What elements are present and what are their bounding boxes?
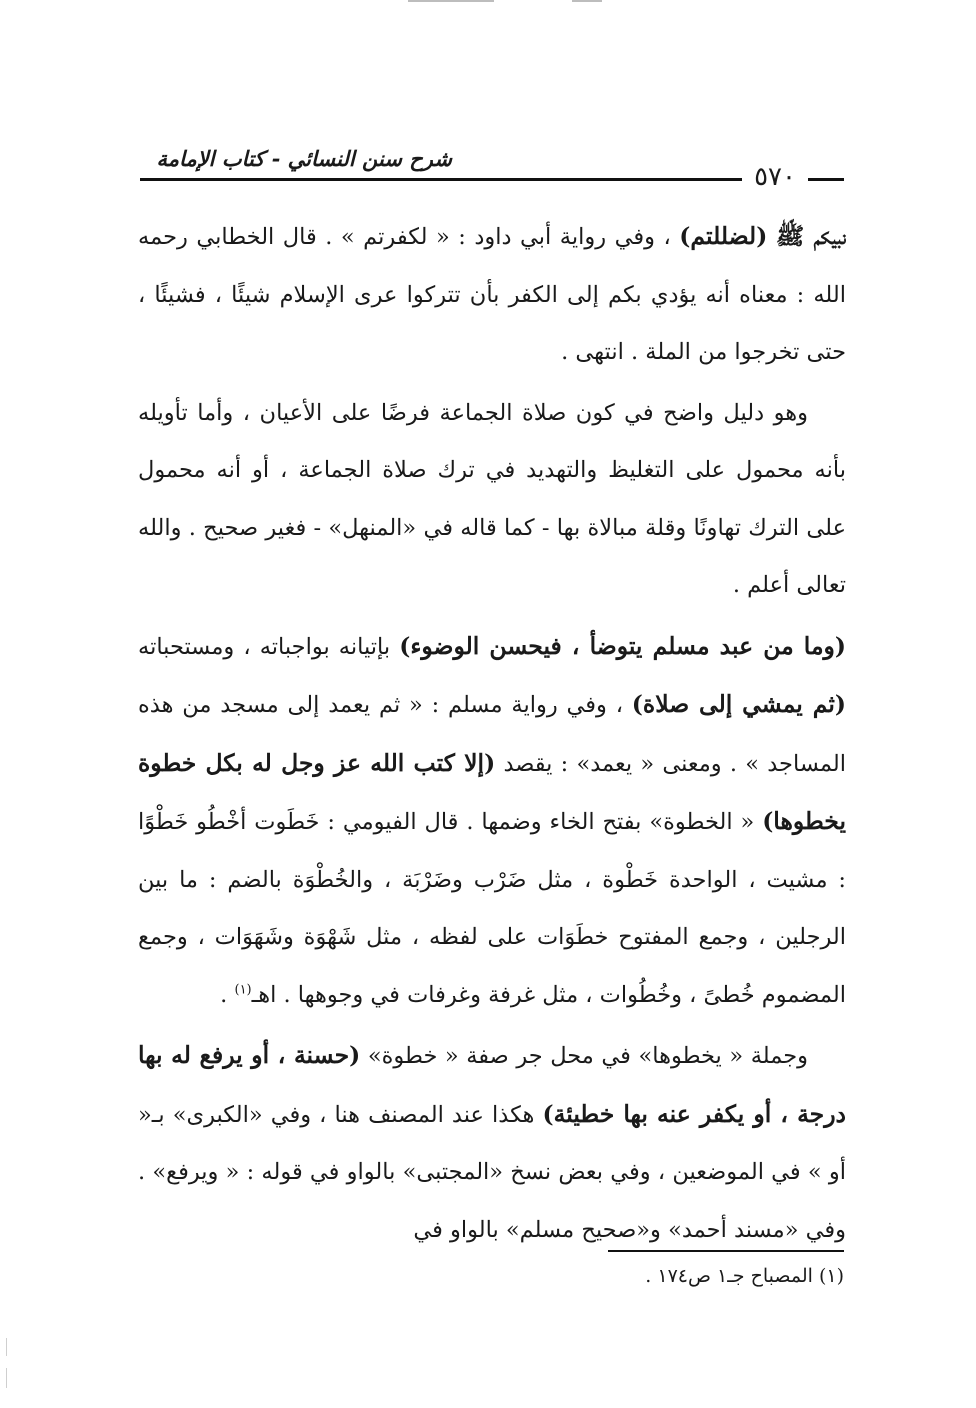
scan-edge-mark [572,0,602,2]
hadith-text: (وما من عبد مسلم يتوضأ ، فيحسن الوضوء) [399,631,847,660]
commentary-text: وجملة « يخطوها» في محل جر صفة « خطوة» [367,1043,808,1069]
footnote-rule [608,1250,844,1252]
commentary-text: بإتيانه بواجباته ، ومستحباته [138,633,391,660]
hadith-text: (لضللتم) [679,222,768,250]
scan-edge-mark [408,0,494,2]
commentary-text: « الخطوة» بفتح الخاء وضمها . قال الفيومي : خَطَوت أخْطُو خَطْوًا : مشيت ، الواحدة خَطْوة ، مثل ضَرْب وضَرْبَة ، والخُطْوَة بالضم : ما بين الرجلين ، وجمع المفتوح خطَوَات على لفظه ، مثل شَهْوَة وشَهَوَات ، وجمع المضموم خُطىً ، وخُطُوات ، مثل غرفة وغرفات في وجوهها . اهـ [138,809,846,1008]
paragraph-4 [138,1027,846,1259]
header-rule [140,178,844,181]
commentary-text: ، وفي رواية أبي داود : « لكفرتم » . قال الخطابي رحمه الله : معناه أنه يؤدي بكم إلى الكفر بأن تتركوا عرى الإسلام شيئًا ، فشيئًا ، حتى تخرجوا من الملة . انتهى . [138,224,846,365]
commentary-text: ، وفي رواية مسلم : « ثم يعمد إلى مسجد من هذه المساجد » . ومعنى « يعمد» : يقصد [138,692,846,777]
hadith-text: (ثم يمشي إلى صلاة) [631,690,846,718]
margin-mark [6,1338,7,1356]
hadith-text: نبيكم ﷺ [775,222,847,250]
main-text [138,208,846,1259]
paragraph-2 [138,385,846,615]
running-title: شرح سنن النسائي - كتاب الإمامة [156,146,452,171]
footnote-marker: (١) [234,982,252,997]
page-header [140,142,844,192]
margin-mark [6,1368,7,1388]
hadith-text: (إلا كتب الله عز وجل له بكل خطوة يخطوها) [138,748,846,835]
footnote: (١) المصباح جـ١ ص١٧٤ . [645,1265,844,1287]
paragraph-3 [138,618,846,1025]
hadith-text: (حسنة ، أو يرفع له بها درجة ، أو يكفر عنه بها خطيئة) [138,1041,847,1128]
commentary-text: . [220,981,235,1008]
commentary-text: وهو دليل واضح في كون صلاة الجماعة فرضًا على الأعيان ، وأما تأويله بأنه محمول على التغليظ والتهديد في ترك صلاة الجماعة ، أو أنه محمول على الترك تهاونًا وقلة مبالاة بها - كما قاله في «المنهل» - فغير صحيح . والله تعالى أعلم . [138,399,846,598]
commentary-text: هكذا عند المصنف هنا ، وفي «الكبرى» بـ« أو » في الموضعين ، وفي بعض نسخ «المجتبى» بالواو في قوله : « ويرفع» . وفي «مسند أحمد» و«صحيح مسلم» بالواو في [138,1101,846,1243]
paragraph-1 [138,208,846,382]
page-number: ٥٧٠ [742,162,808,192]
